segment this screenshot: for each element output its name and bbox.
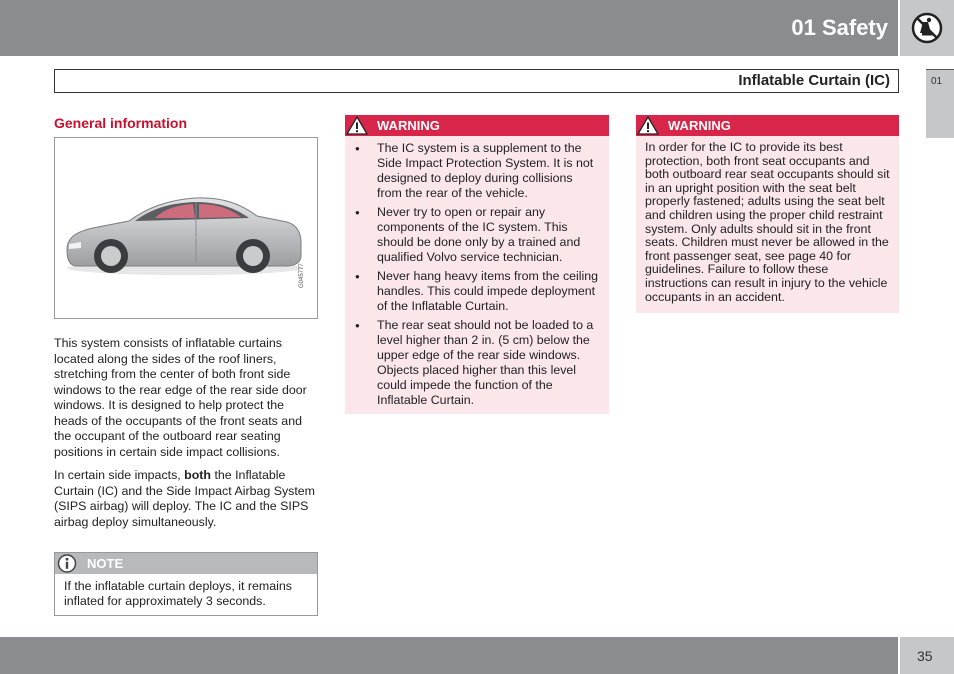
figure-code: G045777 — [299, 263, 305, 288]
side-tab-label: 01 — [931, 76, 943, 87]
paragraph-1: This system consists of inflatable curtains located along the sides of the roof liners, stretching from the center of both front side windows to the rear edge of the rear side door windows. It is designed to help protect the heads of the occupants of the front seats and the occupant of the outboard rear seating positions in certain side impact collisions. — [54, 336, 307, 459]
car-curtain-illustration — [54, 137, 318, 319]
warning-header-1 — [345, 115, 609, 136]
car-illustration — [55, 138, 317, 318]
column-general-information — [54, 115, 318, 616]
general-information-heading: General information — [54, 115, 188, 131]
section-title-box — [54, 69, 899, 93]
warning-item: ● The IC system is a supplement to the Side Impact Protection System. It is not designed to deploy during collisions from the rear of the vehicle. — [355, 141, 599, 201]
chapter-icon-box — [900, 0, 954, 56]
warning-box-2 — [636, 115, 899, 313]
warning-triangle-icon — [637, 116, 659, 135]
chapter-title: 01 Safety — [791, 15, 888, 40]
warning-item: ● Never try to open or repair any components of the IC system. This should be done only by a trained and qualified Volvo service technician. — [355, 205, 599, 265]
section-title: Inflatable Curtain (IC) — [738, 72, 890, 89]
warning-text-2: In order for the IC to provide its best protection, both front seat occupants and both outboard rear seat occupants should sit in an upright position with the seat belt properly fastened; adults using the seat belt and children using the proper child restraint system. Only adults should sit in the front seats. Children must never be allowed in the front passenger seat, see page 40 for guidelines. Failure to follow these instructions can result in injury to the vehicle occupants in an accident. — [645, 140, 890, 304]
note-header — [55, 553, 317, 574]
note-text: If the inflatable curtain deploys, it remains inflated for approximately 3 seconds. — [64, 579, 292, 608]
info-icon — [57, 554, 77, 573]
paragraph-2-bold: both — [184, 468, 211, 482]
warning-list — [345, 136, 609, 420]
warning-item: ● The rear seat should not be loaded to a level higher than 2 in. (5 cm) below the upper edge of the rear side windows. Objects placed higher than this level could impede the function of the Inflatable Curtain. — [355, 318, 599, 408]
chapter-header-bar — [0, 0, 898, 56]
paragraph-2-pre: In certain side impacts, — [54, 468, 185, 482]
warning-header-2 — [636, 115, 899, 136]
warning-item: ● Never hang heavy items from the ceiling handles. This could impede deployment of the Inflatable Curtain. — [355, 269, 599, 314]
page-number: 35 — [917, 648, 933, 664]
page-number-box — [900, 637, 954, 674]
warning-label-1: WARNING — [377, 118, 440, 133]
warning-label-2: WARNING — [668, 118, 731, 133]
warning-box-1 — [345, 115, 609, 414]
note-box — [54, 552, 318, 616]
no-child-seat-icon — [911, 12, 943, 44]
paragraph-2-post: the Inflatable Curtain (IC) and the Side Impact Airbag System (SIPS airbag) will deploy. The IC and the SIPS airbag deploy simultaneously. — [54, 468, 316, 529]
note-label: NOTE — [87, 556, 124, 571]
footer-bar — [0, 637, 898, 674]
chapter-side-tab[interactable] — [926, 69, 954, 138]
paragraph-2 — [54, 468, 318, 530]
warning-triangle-icon — [346, 116, 368, 135]
